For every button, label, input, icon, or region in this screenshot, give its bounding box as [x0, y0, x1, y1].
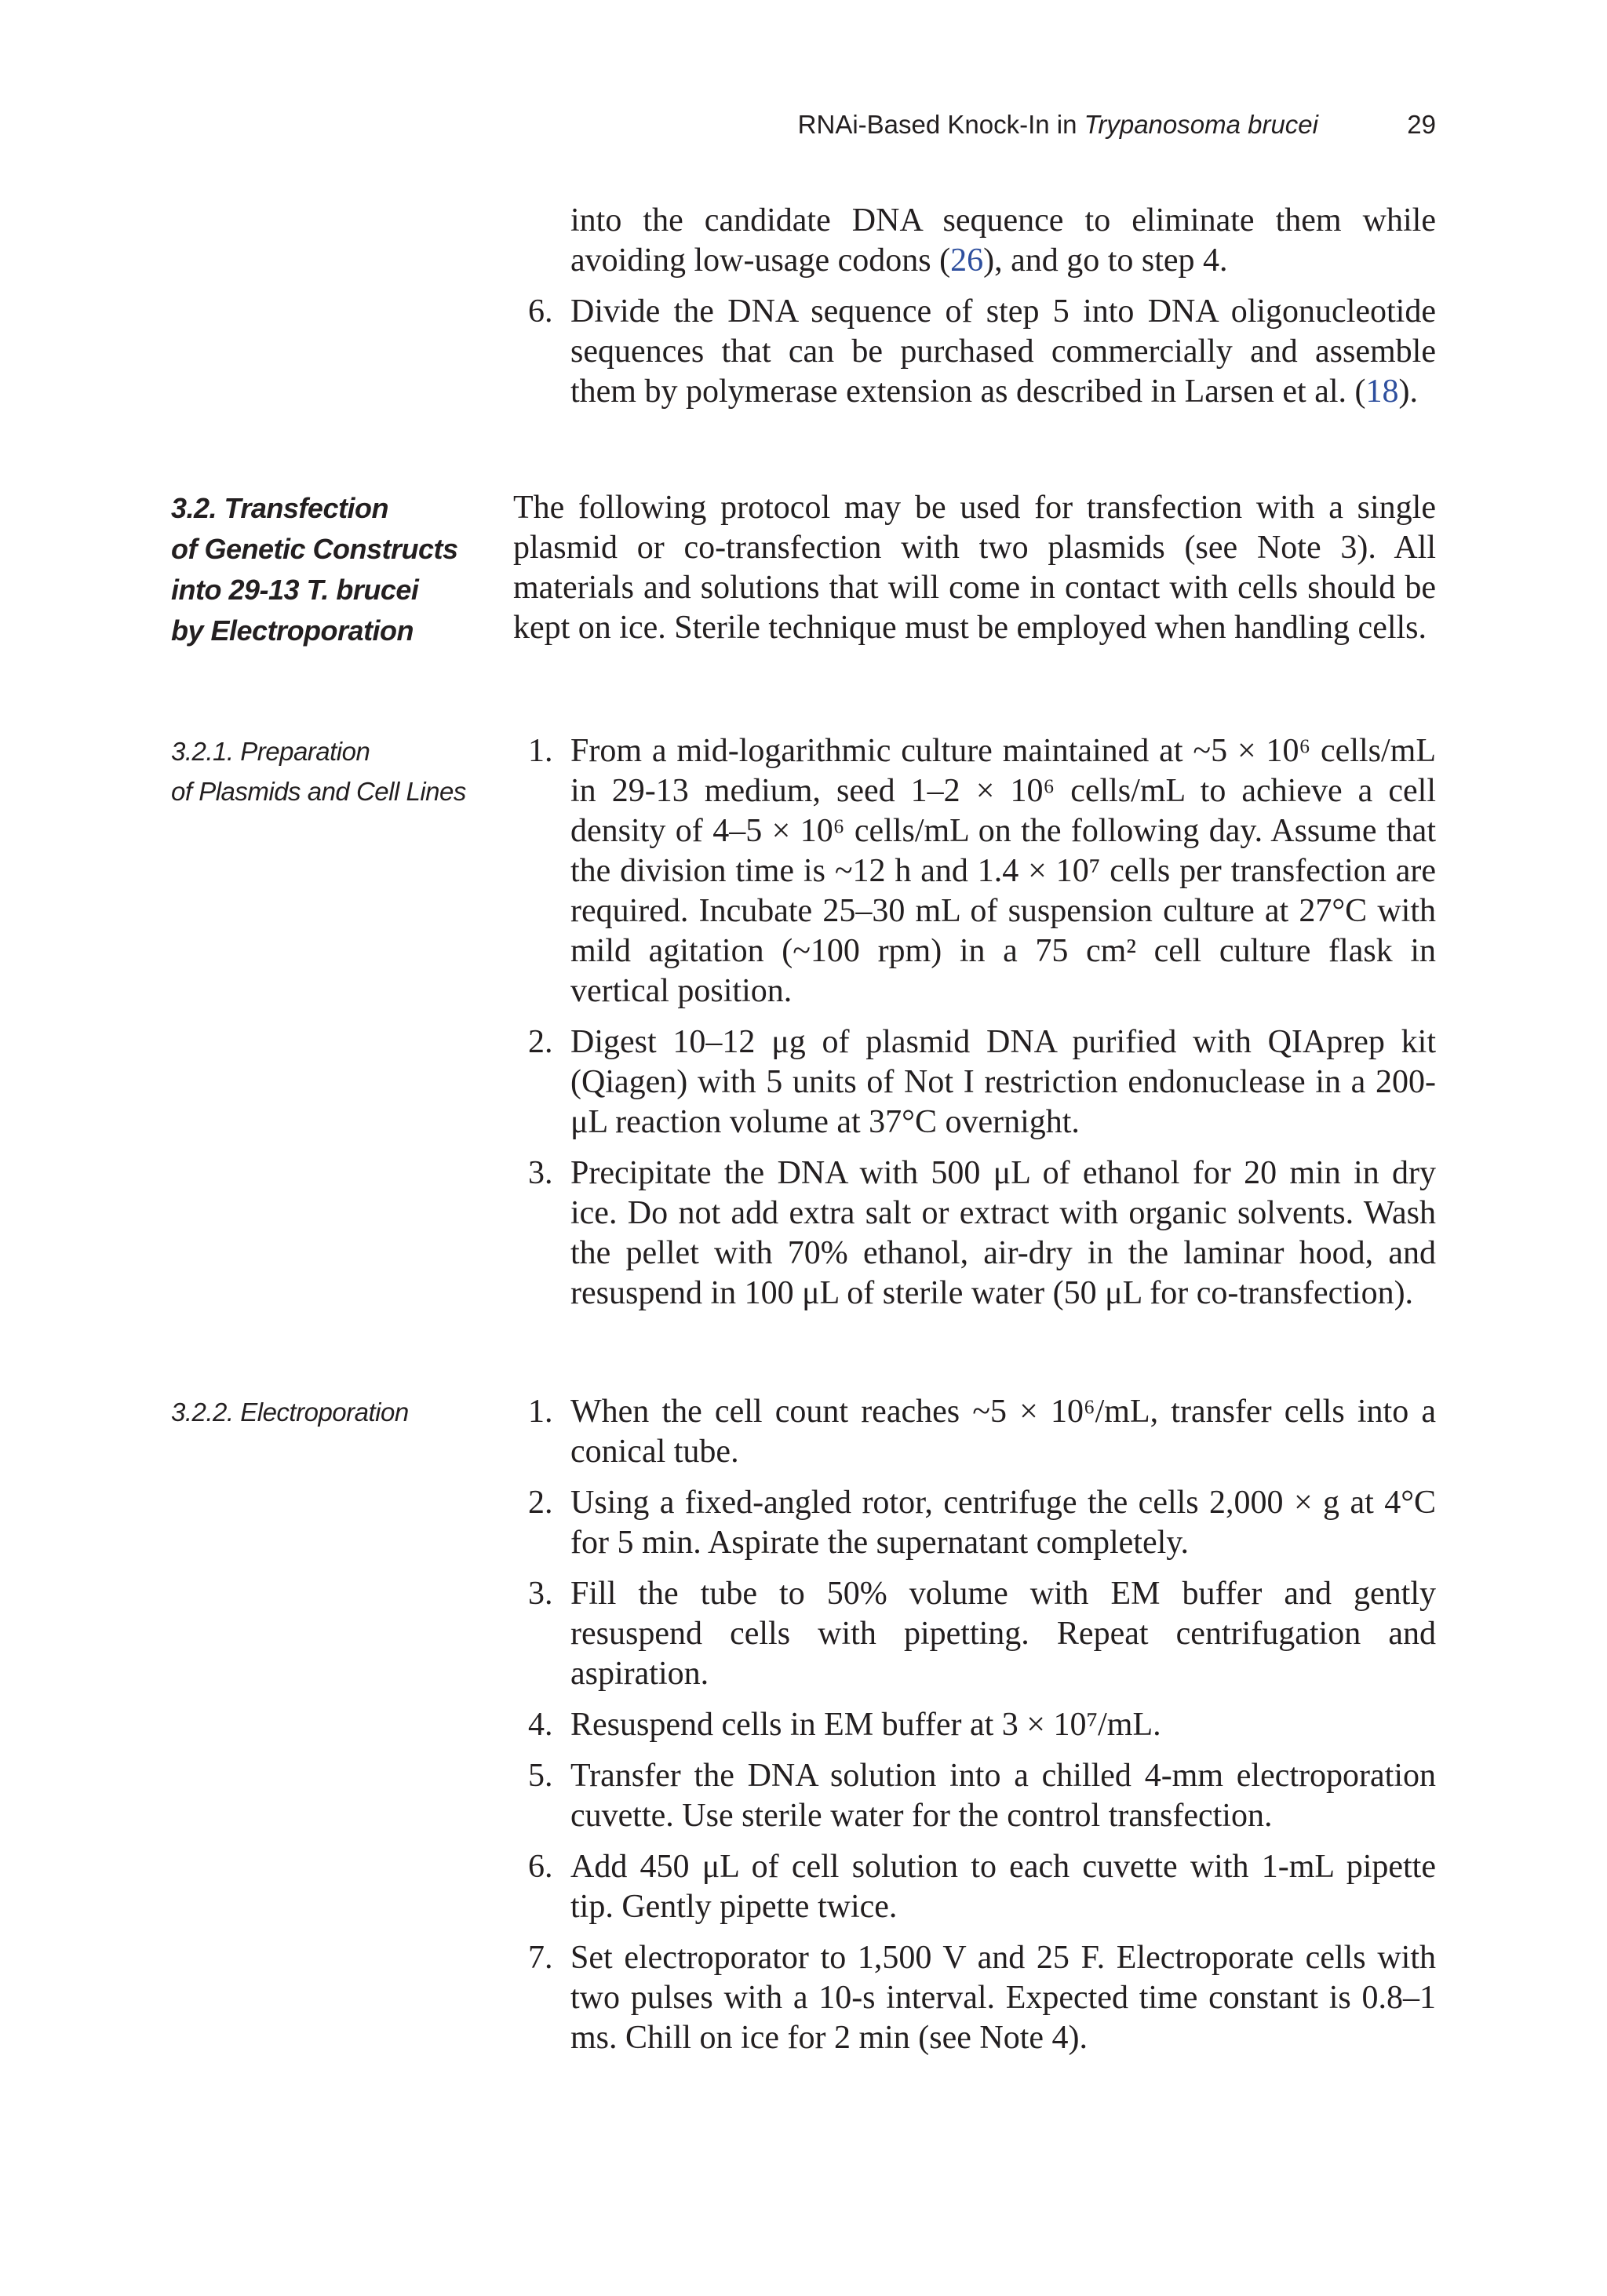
top-steps-list: [513, 292, 1436, 412]
list-item: [513, 1483, 1436, 1563]
step-text: Using a fixed-angled rotor, centrifuge the cells 2,000 × g at 4°C for 5 min. Aspirate the supernatant completely.: [570, 1485, 1436, 1561]
section-heading-3-2-1: [171, 731, 501, 811]
section-heading-line: into 29-13 T. brucei: [171, 574, 419, 606]
running-head: [738, 110, 1436, 149]
step-number: 7.: [528, 1940, 553, 1976]
top-continuation-block: [513, 201, 1436, 423]
step-text: Fill the tube to 50% volume with EM buffer and gently resuspend cells with pipetting. Repeat centrifugation and aspiration.: [570, 1576, 1436, 1692]
section-heading-3-2-2: 3.2.2. Electroporation: [171, 1398, 409, 1427]
section-heading-line: 3.2. Transfection: [171, 492, 388, 524]
step6-text: Divide the DNA sequence of step 5 into DNA oligonucleotide sequences that can be purchased commercially and assemble them by polymerase extension as described in Larsen et al. (: [570, 293, 1436, 410]
citation-link-26[interactable]: 26: [950, 242, 984, 279]
list-item: [513, 1153, 1436, 1314]
step-number: 4.: [528, 1707, 553, 1743]
step-number: 5.: [528, 1758, 553, 1794]
running-head-title-italic: Trypanosoma brucei: [1084, 110, 1318, 139]
running-head-title: [798, 110, 1318, 140]
step-text: Resuspend cells in EM buffer at 3 × 10⁷/mL.: [570, 1707, 1161, 1743]
step-number: 2.: [528, 1024, 553, 1060]
citation-link-18[interactable]: 18: [1365, 374, 1399, 410]
page-number: 29: [1407, 110, 1436, 139]
step-text: When the cell count reaches ~5 × 10⁶/mL, transfer cells into a conical tube.: [570, 1394, 1436, 1470]
step-text: Precipitate the DNA with 500 μL of ethanol for 20 min in dry ice. Do not add extra salt or extract with organic solvents. Wash the pellet with 70% ethanol, air-dry in the laminar hood, and resuspend in 100 μL of sterile water (50 μL for co-transfection).: [570, 1155, 1436, 1311]
step-number: 2.: [528, 1485, 553, 1521]
section-3-2-intro: [513, 488, 1436, 648]
step6-text-end: ).: [1398, 374, 1418, 410]
step-number: 3.: [528, 1576, 553, 1612]
list-item: [513, 1574, 1436, 1694]
step-text: From a mid-logarithmic culture maintained at ~5 × 10⁶ cells/mL in 29-13 medium, seed 1–2 × 10⁶ cells/mL to achieve a cell density of 4–5 × 10⁶ cells/mL on the following day. Assume that the division time is ~12 h and 1.4 × 10⁷ cells per transfection are required. Incubate 25–30 mL of suspension culture at 27°C with mild agitation (~100 rpm) in a 75 cm² cell culture flask in vertical position.: [570, 733, 1436, 1009]
list-item: [513, 1705, 1436, 1745]
subsection-heading-line: 3.2.1. Preparation: [171, 737, 370, 766]
step-text: Set electroporator to 1,500 V and 25 F. Electroporate cells with two pulses with a 10-s interval. Expected time constant is 0.8–1 ms. Chill on ice for 2 min (see Note 4).: [570, 1940, 1436, 2056]
intro-paragraph: The following protocol may be used for transfection with a single plasmid or co-transfection with two plasmids (see Note 3). All materials and solutions that will come in contact with cells should be kept on ice. Sterile technique must be employed when handling cells.: [513, 490, 1436, 646]
section-heading-line: by Electroporation: [171, 614, 414, 647]
running-head-title-text: RNAi-Based Knock-In in: [797, 110, 1084, 139]
section-heading-3-2: [171, 488, 469, 651]
step-number: 3.: [528, 1155, 553, 1191]
list-item: [513, 731, 1436, 1011]
list-item: [513, 1938, 1436, 2058]
section-3-2-1-body: [513, 731, 1436, 1325]
step-number: 1.: [528, 1394, 553, 1430]
list-item: [513, 1847, 1436, 1927]
list-item-step6: [513, 292, 1436, 412]
step-number: 1.: [528, 733, 553, 769]
section-3-2-2-body: [513, 1392, 1436, 2069]
step-number: 6.: [528, 1849, 553, 1885]
list-item: [513, 1022, 1436, 1143]
list-item: [513, 1392, 1436, 1472]
subsection-heading-line: of Plasmids and Cell Lines: [171, 777, 466, 806]
continuation-text-end: ), and go to step 4.: [983, 242, 1228, 279]
electroporation-steps-list: [513, 1392, 1436, 2058]
step5-continuation: [513, 201, 1436, 281]
continuation-text: into the candidate DNA sequence to eliminate them while avoiding low-usage codons (: [570, 202, 1436, 279]
section-heading-line: of Genetic Constructs: [171, 533, 458, 565]
list-item: [513, 1756, 1436, 1836]
step-text: Add 450 μL of cell solution to each cuvette with 1-mL pipette tip. Gently pipette twice.: [570, 1849, 1436, 1925]
preparation-steps-list: [513, 731, 1436, 1314]
step-text: Digest 10–12 μg of plasmid DNA purified with QIAprep kit (Qiagen) with 5 units of Not I restriction endonuclease in a 200-μL reaction volume at 37°C overnight.: [570, 1024, 1436, 1140]
step-number: 6.: [528, 293, 553, 330]
step-text: Transfer the DNA solution into a chilled 4-mm electroporation cuvette. Use sterile water for the control transfection.: [570, 1758, 1436, 1834]
